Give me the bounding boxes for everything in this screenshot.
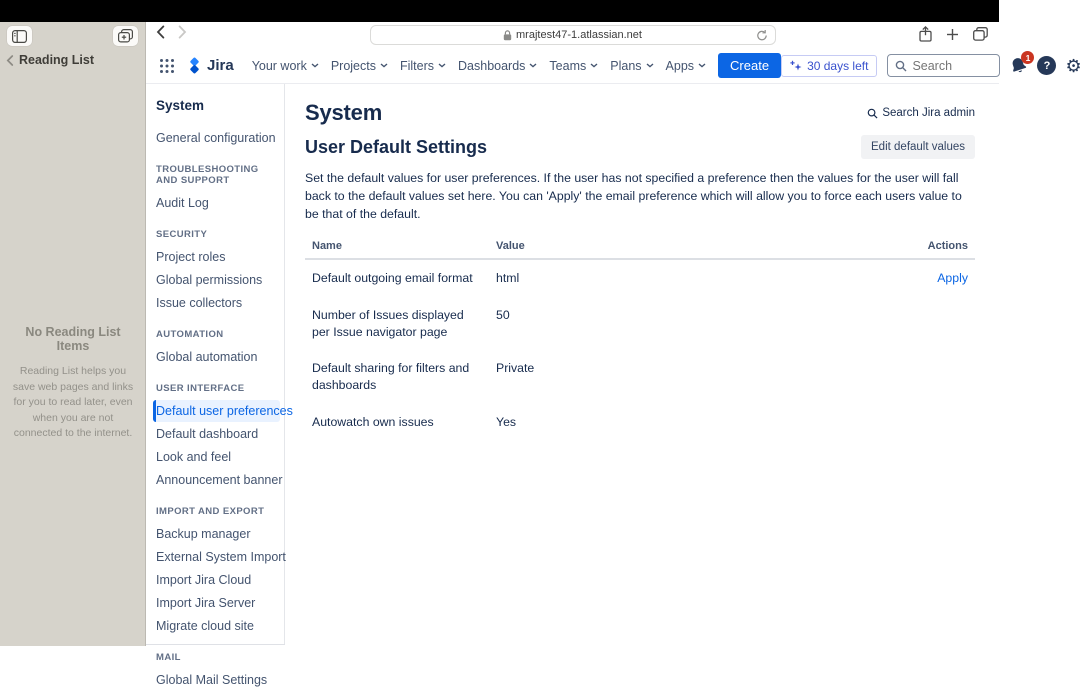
nav-menu-label: Your work (251, 58, 307, 73)
jira-logo-icon (186, 57, 203, 74)
sidebar-item-project-roles[interactable]: Project roles (156, 250, 226, 264)
sparkle-icon (790, 60, 802, 72)
sidebar-section-header: MAIL (156, 652, 181, 663)
new-tab-group-icon (118, 29, 133, 43)
reading-list-empty-state (0, 325, 146, 442)
setting-name: Default outgoing email format (312, 271, 473, 286)
nav-menu-your-work[interactable] (247, 55, 324, 77)
sidebar-group (156, 502, 286, 637)
search-icon (867, 108, 878, 119)
setting-action (905, 350, 975, 403)
chevron-down-icon (438, 63, 446, 68)
reading-list-panel (0, 22, 146, 646)
settings-description: Set the default values for user preferences. If the user has not specified a preference then the values for the user will fall back to the default values set here. You can 'Apply' the email preference which will allow you to force each users value to be that of the default. (305, 171, 962, 221)
apply-link[interactable]: Apply (937, 271, 968, 286)
search-icon (895, 60, 907, 72)
sidebar-group (156, 127, 280, 149)
section-title: User Default Settings (305, 136, 488, 157)
jira-top-nav (146, 48, 1082, 84)
setting-value: html (496, 271, 520, 286)
column-header-value: Value (489, 234, 905, 259)
create-button[interactable]: Create (718, 53, 781, 78)
browser-forward-button[interactable] (178, 25, 187, 39)
lock-icon (503, 30, 512, 41)
search-input[interactable] (912, 59, 992, 73)
table-row (305, 404, 975, 440)
nav-menu-plans[interactable] (605, 55, 658, 77)
reading-list-empty-title: No Reading List Items (25, 325, 121, 353)
setting-name: Number of Issues displayed per Issue navigator page (312, 307, 464, 339)
sidebar-item-global-mail-settings[interactable]: Global Mail Settings (156, 673, 268, 687)
notification-count-badge: 1 (1021, 51, 1034, 64)
table-row (305, 297, 975, 350)
back-chevron-icon[interactable] (6, 55, 14, 66)
column-header-actions: Actions (905, 234, 975, 259)
reading-list-empty-description: Reading List helps you save web pages and links for you to read later, even when you are not connected to the internet. (12, 365, 134, 440)
nav-menu-label: Teams (549, 58, 587, 73)
sidebar-item-default-user-preferences[interactable]: Default user preferences (153, 400, 280, 422)
address-bar[interactable] (370, 25, 776, 45)
column-header-name: Name (305, 234, 489, 259)
search-jira-admin-label: Search Jira admin (882, 107, 975, 119)
chevron-down-icon (646, 63, 654, 68)
sidebar-group (156, 379, 293, 491)
search-jira-admin-link[interactable] (867, 107, 975, 119)
sidebar-item-default-dashboard[interactable]: Default dashboard (156, 427, 259, 441)
trial-days-left-pill[interactable] (781, 55, 877, 77)
table-header-row (305, 234, 975, 259)
setting-value: Yes (496, 414, 517, 429)
sidebar-section-header: TROUBLESHOOTING AND SUPPORT (156, 164, 259, 186)
reload-icon[interactable] (756, 29, 768, 42)
sidebar-group (156, 325, 280, 368)
menu-bar (0, 0, 999, 22)
tab-overview-icon[interactable] (973, 27, 988, 41)
default-settings-table (305, 234, 975, 439)
jira-page (146, 48, 1082, 687)
trial-days-left-label: 30 days left (807, 58, 869, 73)
address-url: mrajtest47-1.atlassian.net (516, 29, 642, 41)
sidebar-group (156, 160, 280, 214)
sidebar-section-header: USER INTERFACE (156, 383, 245, 394)
jira-logo-text: Jira (207, 57, 234, 74)
nav-menu-label: Apps (665, 58, 695, 73)
setting-name: Autowatch own issues (312, 414, 434, 429)
chevron-down-icon (311, 63, 319, 68)
setting-action (905, 404, 975, 440)
sidebar-item-external-system-import[interactable]: External System Import (156, 550, 286, 564)
sidebar-toggle-button[interactable] (7, 26, 32, 46)
setting-name: Default sharing for filters and dashboards (312, 361, 470, 393)
sidebar-item-general-configuration[interactable]: General configuration (156, 131, 276, 145)
nav-menu-projects[interactable] (326, 55, 393, 77)
sidebar-item-global-automation[interactable]: Global automation (156, 350, 258, 364)
reading-list-title: Reading List (19, 53, 95, 67)
page-title: System (305, 100, 383, 125)
sidebar-item-announcement-banner[interactable]: Announcement banner (156, 473, 283, 487)
main-content (285, 84, 999, 645)
browser-back-button[interactable] (156, 25, 165, 39)
browser-toolbar (146, 22, 999, 48)
global-search[interactable] (887, 54, 1000, 77)
sidebar-item-issue-collectors[interactable]: Issue collectors (156, 296, 243, 310)
gear-icon: ⚙ (1065, 55, 1082, 76)
new-tab-group-button[interactable] (113, 26, 138, 46)
chevron-down-icon (380, 63, 388, 68)
sidebar-section-header: IMPORT AND EXPORT (156, 506, 265, 517)
nav-menu-dashboards[interactable] (453, 55, 542, 77)
nav-menu-filters[interactable] (395, 55, 451, 77)
sidebar-item-look-and-feel[interactable]: Look and feel (156, 450, 232, 464)
sidebar-toggle-icon (12, 30, 27, 43)
sidebar-item-import-jira-server[interactable]: Import Jira Server (156, 596, 256, 610)
chevron-down-icon (698, 63, 706, 68)
sidebar-item-global-permissions[interactable]: Global permissions (156, 273, 263, 287)
setting-action (905, 297, 975, 350)
sidebar-item-migrate-cloud-site[interactable]: Migrate cloud site (156, 619, 254, 633)
sidebar-section-header: SECURITY (156, 229, 208, 240)
sidebar-group (156, 225, 280, 314)
notifications-button[interactable] (1009, 52, 1031, 75)
nav-menu-label: Filters (399, 58, 435, 73)
settings-button[interactable] (1065, 57, 1081, 75)
sidebar-item-import-jira-cloud[interactable]: Import Jira Cloud (156, 573, 252, 587)
nav-menu-label: Dashboards (458, 58, 526, 73)
sidebar-group (156, 648, 280, 691)
help-icon: ? (1037, 56, 1056, 75)
sidebar-cut-divider (146, 644, 285, 645)
chevron-down-icon (590, 63, 598, 68)
sidebar-section-header: AUTOMATION (156, 329, 224, 340)
sidebar-item-backup-manager[interactable]: Backup manager (156, 527, 251, 541)
edit-default-values-button[interactable]: Edit default values (861, 135, 975, 159)
nav-menu-label: Projects (330, 58, 376, 73)
sidebar-item-audit-log[interactable]: Audit Log (156, 196, 209, 210)
table-row (305, 350, 975, 403)
sidebar-title: System (156, 98, 205, 113)
nav-menu-apps[interactable] (661, 55, 712, 77)
jira-logo[interactable] (186, 57, 234, 74)
help-button[interactable] (1037, 56, 1056, 75)
setting-value: Private (496, 361, 535, 376)
chevron-down-icon (529, 63, 537, 68)
nav-menu-label: Plans (610, 58, 642, 73)
share-icon[interactable] (919, 26, 932, 42)
admin-sidebar (146, 84, 293, 687)
nav-menu-teams[interactable] (544, 55, 603, 77)
table-row (305, 259, 975, 296)
new-tab-icon[interactable] (946, 28, 959, 41)
app-switcher-icon[interactable] (159, 58, 175, 74)
setting-value: 50 (496, 307, 510, 322)
